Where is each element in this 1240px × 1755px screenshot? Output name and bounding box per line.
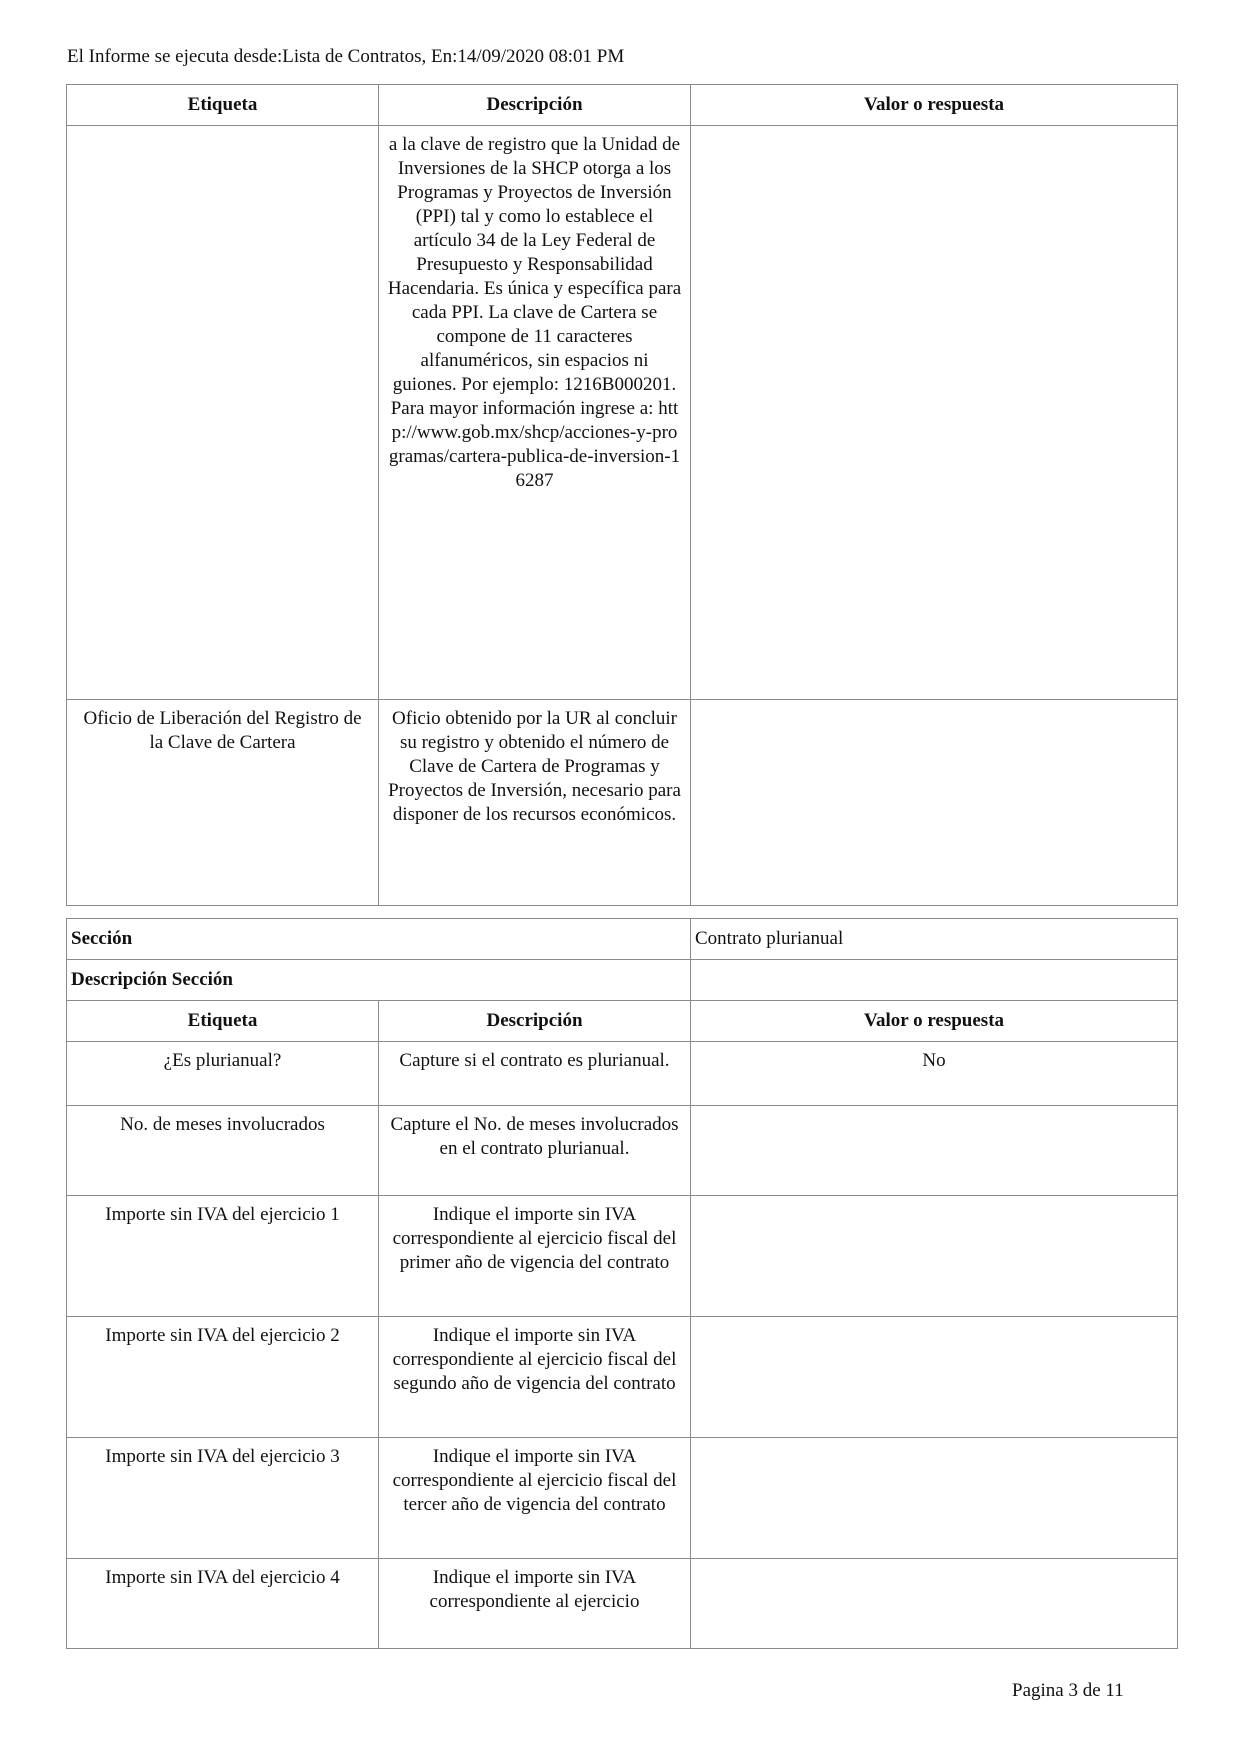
row-label: No. de meses involucrados [67, 1106, 379, 1196]
column-header-descripcion: Descripción [379, 85, 691, 126]
table-row [67, 126, 1178, 700]
page-number: Pagina 3 de 11 [1012, 1680, 1124, 1701]
section-description-value [691, 960, 1178, 1001]
row-value [691, 1317, 1178, 1438]
row-value [691, 1559, 1178, 1649]
description-link-text: Para mayor información ingrese a: http://www.gob.mx/shcp/acciones-y-programas/cartera-publica-de-inversion-16287 [388, 398, 681, 491]
row-label: Importe sin IVA del ejercicio 3 [67, 1438, 379, 1559]
row-label: ¿Es plurianual? [67, 1042, 379, 1106]
section-description-label: Descripción Sección [67, 960, 691, 1001]
table-row [67, 1317, 1178, 1438]
row-description: Oficio obtenido por la UR al concluir su registro y obtenido el número de Clave de Cartera de Programas y Proyectos de Inversión, necesario para disponer de los recursos económicos. [379, 700, 691, 906]
row-value [691, 126, 1178, 700]
row-label: Oficio de Liberación del Registro de la Clave de Cartera [67, 700, 379, 906]
table-row [67, 700, 1178, 906]
column-header-valor: Valor o respuesta [691, 85, 1178, 126]
row-value [691, 700, 1178, 906]
row-description: Capture si el contrato es plurianual. [379, 1042, 691, 1106]
row-description: Indique el importe sin IVA correspondiente al ejercicio fiscal del segundo año de vigencia del contrato [379, 1317, 691, 1438]
table-row [67, 1196, 1178, 1317]
column-header-etiqueta: Etiqueta [67, 1001, 379, 1042]
row-description: Capture el No. de meses involucrados en el contrato plurianual. [379, 1106, 691, 1196]
row-description: Indique el importe sin IVA correspondiente al ejercicio fiscal del tercer año de vigencia del contrato [379, 1438, 691, 1559]
table-header-row [67, 85, 1178, 126]
description-text: a la clave de registro que la Unidad de Inversiones de la SHCP otorga a los Programas y Proyectos de Inversión (PPI) tal y como lo establece el artículo 34 de la Ley Federal de Presupuesto y Responsabilidad Hacendaria. Es única y específica para cada PPI. La clave de Cartera se compone de 11 caracteres alfanuméricos, sin espacios ni guiones. Por ejemplo: 1216B000201. [387, 134, 682, 395]
section-description-row [67, 960, 1178, 1001]
row-description: Indique el importe sin IVA correspondiente al ejercicio fiscal del primer año de vigencia del contrato [379, 1196, 691, 1317]
fields-table-2 [66, 918, 1178, 1649]
fields-table-1 [66, 84, 1178, 906]
table-row [67, 1559, 1178, 1649]
row-label: Importe sin IVA del ejercicio 1 [67, 1196, 379, 1317]
table-row [67, 1438, 1178, 1559]
row-label: Importe sin IVA del ejercicio 4 [67, 1559, 379, 1649]
section-label: Sección [67, 919, 691, 960]
report-header: El Informe se ejecuta desde:Lista de Contratos, En:14/09/2020 08:01 PM [67, 46, 625, 67]
table-row [67, 1106, 1178, 1196]
column-header-etiqueta: Etiqueta [67, 85, 379, 126]
table-header-row [67, 1001, 1178, 1042]
row-value [691, 1196, 1178, 1317]
column-header-valor: Valor o respuesta [691, 1001, 1178, 1042]
column-header-descripcion: Descripción [379, 1001, 691, 1042]
row-label: Importe sin IVA del ejercicio 2 [67, 1317, 379, 1438]
row-value [691, 1438, 1178, 1559]
table-row [67, 1042, 1178, 1106]
row-value [691, 1106, 1178, 1196]
row-value: No [691, 1042, 1178, 1106]
section-value: Contrato plurianual [691, 919, 1178, 960]
row-label [67, 126, 379, 700]
section-row [67, 919, 1178, 960]
row-description [379, 126, 691, 700]
row-description: Indique el importe sin IVA correspondiente al ejercicio [379, 1559, 691, 1649]
